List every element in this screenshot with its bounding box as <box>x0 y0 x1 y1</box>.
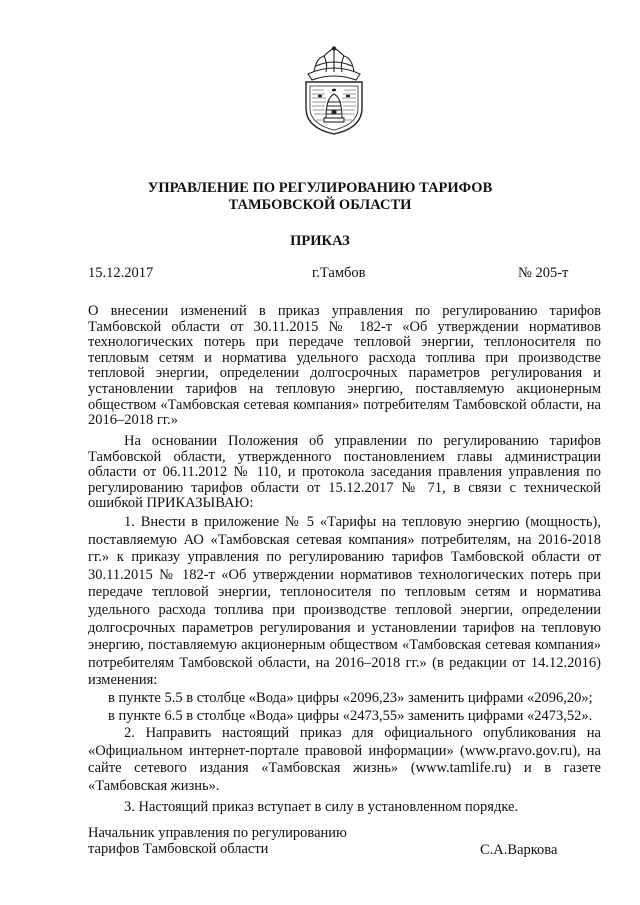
basis-paragraph: На основании Положения об управлении по регулированию тарифов Тамбовской области, утвержденного постановлением главы администрации области от 06.11.2012 № 110, и протокола заседания правления управления по регулированию тарифов области от 15.12.2017 № 71, в связи с технической ошибкой ПРИКАЗЫВАЮ: <box>88 433 601 512</box>
document-subject <box>88 304 601 429</box>
organization-name-line2: ТАМБОВСКОЙ ОБЛАСТИ <box>228 197 412 213</box>
document-date: 15.12.2017 <box>88 265 154 281</box>
item-3-paragraph: 3. Настоящий приказ вступает в силу в установленном порядке. <box>124 799 519 816</box>
signature-position <box>88 826 347 857</box>
replacement-line-2: в пункте 6.5 в столбце «Вода» цифры «2473,55» заменить цифрами «2473,52». <box>108 707 593 724</box>
signature-position-line2: тарифов Тамбовской области <box>88 840 269 857</box>
replacement-line-1: в пункте 5.5 в столбце «Вода» цифры «2096,23» заменить цифрами «2096,20»; <box>108 689 593 706</box>
document-number: № 205-т <box>518 265 569 281</box>
signature-position-line1: Начальник управления по регулированию <box>88 825 347 841</box>
signer-name: С.А.Варкова <box>480 842 558 858</box>
organization-name-line1: УПРАВЛЕНИЕ ПО РЕГУЛИРОВАНИЮ ТАРИФОВ <box>147 180 493 196</box>
document-city: г.Тамбов <box>312 265 366 281</box>
item-1-paragraph: 1. Внести в приложение № 5 «Тарифы на тепловую энергию (мощность), поставляемую АО «Тамбовская сетевая компания» потребителям, на 2016-2018 гг.» к приказу управления по регулированию тарифов Тамбовской области от 30.11.2015 № 182-т «Об утверждении нормативов технологических потерь при передаче тепловой энергии, теплоносителя по тепловым сетям и норматива удельного расхода топлива при производстве тепловой энергии, определении долгосрочных параметров регулирования и установлении тарифов на тепловую энергию, поставляемую акционерным обществом «Тамбовская сетевая компания» потребителям Тамбовской области, на 2016–2018 гг.» (в редакции от 14.12.2016) изменения: <box>88 513 601 689</box>
document-type: ПРИКАЗ <box>290 233 350 249</box>
document-body <box>88 434 601 817</box>
subject-text: О внесении изменений в приказ управления по регулированию тарифов Тамбовской области от 30.11.2015 № 182-т «Об утверждении нормативов технологических потерь при передаче тепловой энергии, теплоносителя по тепловым сетям и норматива удельного расхода топлива при производстве тепловой энергии, определении долгосрочных параметров регулирования и установлении тарифов на тепловую энергию, поставляемую акционерным обществом «Тамбовская сетевая компания» потребителям Тамбовской области, на 2016–2018 гг.» <box>88 303 601 429</box>
item-2-paragraph: 2. Направить настоящий приказ для официального опубликования на «Официальном интернет-портале правовой информации» (www.pravo.gov.ru), на сайте сетевого издания «Тамбовская жизнь» (www.tamlife.ru) и в газете «Тамбовская жизнь». <box>88 725 601 794</box>
tambov-coat-of-arms-icon <box>296 46 372 136</box>
